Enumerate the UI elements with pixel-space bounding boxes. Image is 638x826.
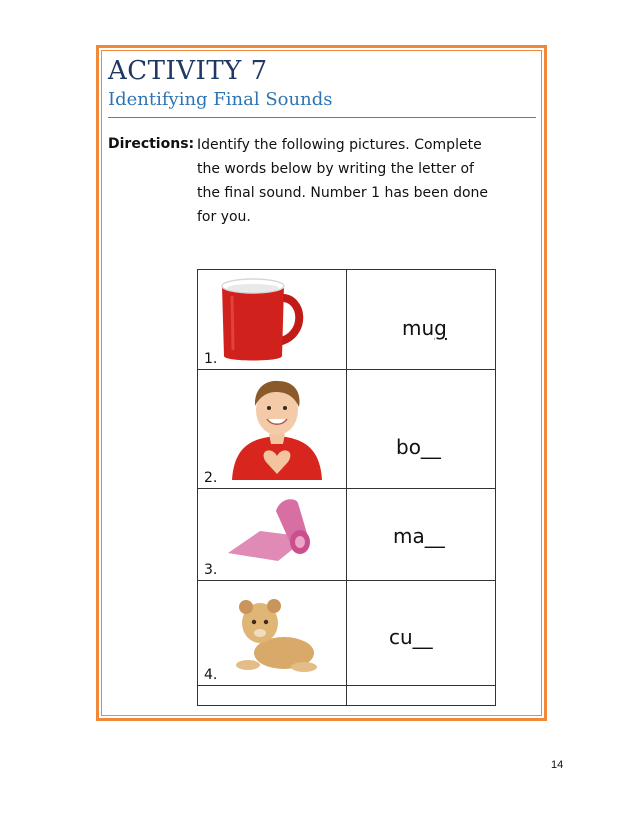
- directions-label: Directions:: [108, 136, 195, 152]
- picture-cell: [198, 270, 347, 370]
- table-row: [198, 270, 496, 370]
- table-row: [198, 581, 496, 686]
- table-row-empty: [198, 686, 496, 706]
- picture-cell: [198, 370, 347, 489]
- answer-word: cu__: [389, 625, 433, 649]
- table-row: [198, 489, 496, 581]
- empty-cell: [198, 686, 347, 706]
- answer-word: bo__: [396, 435, 441, 459]
- directions-text: Identify the following pictures. Complete the words below by writing the letter of the final sound. Number 1 has been done for you.: [197, 137, 489, 225]
- picture-cell: [198, 581, 347, 686]
- page-number: 14: [551, 759, 564, 771]
- item-number: 3.: [204, 562, 218, 578]
- word-stem: mu: [402, 316, 435, 340]
- item-number: 1.: [204, 351, 218, 367]
- answer-cell: [347, 370, 496, 489]
- table-row: [198, 370, 496, 489]
- answer-cell: [347, 489, 496, 581]
- boy-picture: [228, 376, 326, 480]
- picture-cell: [198, 489, 347, 581]
- answer-letter: g: [434, 316, 447, 340]
- item-number: 2.: [204, 470, 218, 486]
- answer-word: ma__: [393, 524, 445, 548]
- empty-cell: [347, 686, 496, 706]
- mug-picture: [218, 276, 308, 362]
- activity-table: [197, 269, 496, 706]
- title-divider: [108, 117, 536, 118]
- lion-cub-picture: [228, 593, 320, 673]
- answer-word: [402, 316, 447, 340]
- answer-cell: [347, 270, 496, 370]
- activity-subtitle: Identifying Final Sounds: [108, 89, 333, 110]
- activity-title: ACTIVITY 7: [108, 56, 268, 86]
- yoga-mat-picture: [226, 495, 310, 561]
- item-number: 4.: [204, 667, 218, 683]
- answer-cell: [347, 581, 496, 686]
